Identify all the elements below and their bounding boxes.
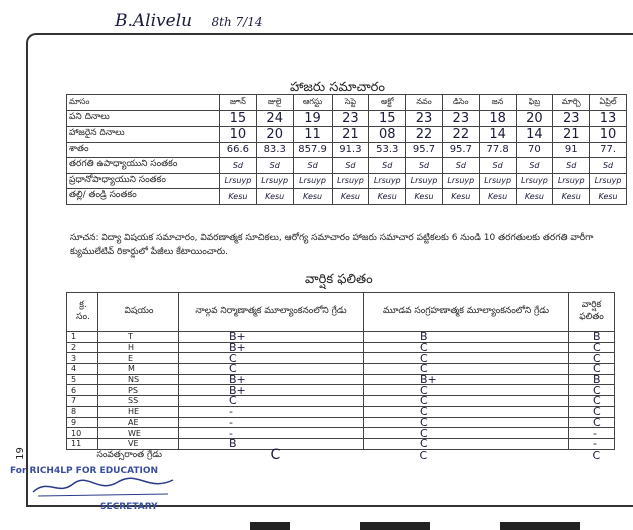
org-stamp: For RICH4LP FOR EDUCATION	[10, 466, 159, 476]
result-sa-grade: C	[364, 353, 569, 364]
result-sno: 3	[67, 353, 98, 364]
result-row	[67, 417, 615, 428]
attendance-cell: Kesu	[220, 189, 257, 205]
result-fa-grade: -	[179, 417, 364, 428]
attendance-cell: 23	[553, 110, 590, 126]
scan-edge-marks	[250, 518, 610, 530]
result-final-grade: C	[569, 342, 615, 353]
result-final-grade: C	[569, 417, 615, 428]
result-fa-grade: C	[179, 364, 364, 375]
overall-grade-row	[67, 449, 615, 462]
month-header: సెప్టె	[332, 95, 369, 111]
month-header: జన	[479, 95, 516, 111]
result-subject: NS	[98, 374, 179, 385]
attendance-cell: 21	[553, 126, 590, 142]
attendance-cell: Sd	[590, 158, 627, 174]
result-subject: VE	[98, 438, 179, 449]
attendance-cell: Lrsuyp	[442, 173, 479, 189]
attendance-cell: Kesu	[293, 189, 332, 205]
attendance-cell: Lrsuyp	[369, 173, 406, 189]
month-header: డిసెం	[442, 95, 479, 111]
attendance-cell: Lrsuyp	[256, 173, 293, 189]
result-final-grade: C	[569, 385, 615, 396]
attendance-cell: Lrsuyp	[516, 173, 553, 189]
attendance-cell: Kesu	[406, 189, 443, 205]
result-fa-grade: B+	[179, 385, 364, 396]
attendance-cell: 15	[220, 110, 257, 126]
month-header: జూన్	[220, 95, 257, 111]
result-subject: E	[98, 353, 179, 364]
result-sno: 6	[67, 385, 98, 396]
attendance-cell: 10	[590, 126, 627, 142]
attendance-cell: Sd	[479, 158, 516, 174]
result-subject: T	[98, 332, 179, 343]
result-sno: 1	[67, 332, 98, 343]
attendance-cell: 15	[369, 110, 406, 126]
attendance-row-label: హాజరైన దినాలు	[67, 126, 220, 142]
attendance-cell: Sd	[442, 158, 479, 174]
month-header: ఫిబ్ర	[516, 95, 553, 111]
result-row	[67, 342, 615, 353]
attendance-cell: 22	[442, 126, 479, 142]
result-sa-grade: B+	[364, 374, 569, 385]
attendance-cell: 23	[442, 110, 479, 126]
attendance-cell: 23	[406, 110, 443, 126]
attendance-cell: 24	[256, 110, 293, 126]
attendance-cell: 20	[256, 126, 293, 142]
result-final-grade: C	[569, 364, 615, 375]
attendance-cell: Sd	[220, 158, 257, 174]
result-final-grade: B	[569, 374, 615, 385]
header-final: వార్షిక ఫలితం	[569, 293, 615, 332]
annual-result-table	[66, 292, 615, 462]
attendance-cell: 23	[332, 110, 369, 126]
attendance-note: సూచన: విద్యా విషయక సమాచారం, వివరణాత్మక సూచికలు, ఆరోగ్య సమాచారం హాజరు సమాచార పట్టికలకు 6 నుండి 10 తరగతులకు తరగతి వారీగా క్యుములేటివ్ రికార్డులో పేజీలు కేటాయించారు.	[70, 233, 594, 257]
attendance-cell: Kesu	[332, 189, 369, 205]
result-subject: PS	[98, 385, 179, 396]
month-header: నవం	[406, 95, 443, 111]
result-final-grade: C	[569, 406, 615, 417]
header-subject: విషయం	[98, 293, 179, 332]
page-number: 19	[14, 447, 26, 460]
result-sno: 2	[67, 342, 98, 353]
secretary-signature	[28, 474, 178, 498]
attendance-cell: Sd	[516, 158, 553, 174]
attendance-row-label: శాతం	[67, 142, 220, 158]
result-final-grade: B	[569, 332, 615, 343]
result-subject: H	[98, 342, 179, 353]
attendance-row-label: ప్రధానోపాధ్యాయుని సంతకం	[67, 173, 220, 189]
result-sno: 4	[67, 364, 98, 375]
result-fa-grade: -	[179, 406, 364, 417]
student-name-handwritten	[115, 11, 262, 31]
result-sno: 11	[67, 438, 98, 449]
result-row	[67, 428, 615, 439]
result-subject: M	[98, 364, 179, 375]
attendance-cell: 08	[369, 126, 406, 142]
overall-final-grade: C	[592, 449, 601, 463]
month-label: మాసం	[67, 95, 220, 111]
attendance-cell: 14	[479, 126, 516, 142]
attendance-cell: Lrsuyp	[479, 173, 516, 189]
header-sa: మూడవ సంగ్రహణాత్మక మూల్యాంకనంలోని గ్రేడు	[364, 293, 569, 332]
attendance-cell: 91.3	[332, 142, 369, 158]
attendance-cell: 19	[293, 110, 332, 126]
attendance-cell: Kesu	[553, 189, 590, 205]
result-fa-grade: B+	[179, 342, 364, 353]
result-final-grade: -	[569, 428, 615, 439]
month-header: మార్చి	[553, 95, 590, 111]
result-sa-grade: C	[364, 342, 569, 353]
header-fa: నాల్గవ నిర్మాణాత్మక మూల్యాంకనంలోని గ్రేడు	[179, 293, 364, 332]
attendance-cell: Lrsuyp	[553, 173, 590, 189]
attendance-cell: Sd	[332, 158, 369, 174]
result-sa-grade: C	[364, 406, 569, 417]
attendance-cell: Sd	[293, 158, 332, 174]
attendance-cell: 21	[332, 126, 369, 142]
result-fa-grade: C	[179, 396, 364, 407]
overall-sa-grade: C	[419, 449, 428, 463]
attendance-cell: 70	[516, 142, 553, 158]
result-row	[67, 364, 615, 375]
overall-fa-grade: C	[270, 447, 281, 464]
result-subject: AE	[98, 417, 179, 428]
attendance-title: హాజరు సమాచారం	[290, 80, 385, 95]
attendance-cell: Kesu	[369, 189, 406, 205]
attendance-cell: Kesu	[516, 189, 553, 205]
result-sa-grade: C	[364, 364, 569, 375]
attendance-cell: 857.9	[293, 142, 332, 158]
attendance-cell: Kesu	[442, 189, 479, 205]
result-sno: 10	[67, 428, 98, 439]
attendance-cell: Kesu	[590, 189, 627, 205]
result-row	[67, 332, 615, 343]
result-row	[67, 396, 615, 407]
result-sa-grade: B	[364, 332, 569, 343]
attendance-cell: 11	[293, 126, 332, 142]
result-final-grade: C	[569, 353, 615, 364]
student-class: 8th 7/14	[211, 15, 263, 29]
attendance-row	[67, 126, 627, 142]
result-fa-grade: B+	[179, 332, 364, 343]
attendance-cell: 53.3	[369, 142, 406, 158]
attendance-cell: 95.7	[406, 142, 443, 158]
month-header: ఆగస్టు	[293, 95, 332, 111]
attendance-table	[66, 94, 627, 205]
result-sno: 7	[67, 396, 98, 407]
month-header: అక్టో	[369, 95, 406, 111]
attendance-cell: Kesu	[479, 189, 516, 205]
secretary-label: SECRETARY	[100, 502, 158, 512]
result-final-grade: C	[569, 396, 615, 407]
result-sa-grade: C	[364, 438, 569, 449]
attendance-cell: 22	[406, 126, 443, 142]
result-fa-grade: B+	[179, 374, 364, 385]
month-header: ఏప్రిల్	[590, 95, 627, 111]
attendance-cell: Kesu	[256, 189, 293, 205]
result-fa-grade: -	[179, 428, 364, 439]
attendance-cell: 66.6	[220, 142, 257, 158]
result-row	[67, 374, 615, 385]
result-sno: 8	[67, 406, 98, 417]
result-sa-grade: C	[364, 385, 569, 396]
attendance-cell: 77.	[590, 142, 627, 158]
month-header: జులై	[256, 95, 293, 111]
attendance-cell: Lrsuyp	[406, 173, 443, 189]
overall-grade-label: సంవత్సరాంత గ్రేడు	[96, 449, 163, 460]
result-header-row	[67, 293, 615, 332]
result-sa-grade: C	[364, 428, 569, 439]
attendance-cell: 91	[553, 142, 590, 158]
result-sa-grade: C	[364, 417, 569, 428]
attendance-cell: Sd	[256, 158, 293, 174]
result-subject: HE	[98, 406, 179, 417]
result-fa-grade: C	[179, 353, 364, 364]
result-subject: WE	[98, 428, 179, 439]
attendance-cell: Sd	[406, 158, 443, 174]
result-final-grade: -	[569, 438, 615, 449]
attendance-cell: 18	[479, 110, 516, 126]
attendance-month-row	[67, 95, 627, 111]
attendance-row-label: తల్లి/ తండ్రి సంతకం	[67, 189, 220, 205]
attendance-cell: Lrsuyp	[590, 173, 627, 189]
result-fa-grade: B	[179, 438, 364, 449]
attendance-row	[67, 142, 627, 158]
attendance-cell: 14	[516, 126, 553, 142]
attendance-cell: Lrsuyp	[293, 173, 332, 189]
attendance-cell: 13	[590, 110, 627, 126]
result-subject: SS	[98, 396, 179, 407]
result-sno: 9	[67, 417, 98, 428]
result-row	[67, 406, 615, 417]
student-name: B.Alivelu	[115, 11, 193, 31]
attendance-cell: Lrsuyp	[332, 173, 369, 189]
result-sa-grade: C	[364, 396, 569, 407]
attendance-cell: 83.3	[256, 142, 293, 158]
result-row	[67, 353, 615, 364]
attendance-cell: Sd	[553, 158, 590, 174]
attendance-row	[67, 189, 627, 205]
attendance-cell: Sd	[369, 158, 406, 174]
attendance-row	[67, 158, 627, 174]
attendance-cell: 95.7	[442, 142, 479, 158]
header-sno: క్ర. సం.	[67, 293, 98, 332]
attendance-cell: 20	[516, 110, 553, 126]
attendance-cell: 77.8	[479, 142, 516, 158]
attendance-row	[67, 110, 627, 126]
annual-result-title: వార్షిక ఫలితం	[305, 272, 373, 287]
attendance-row	[67, 173, 627, 189]
result-sno: 5	[67, 374, 98, 385]
attendance-row-label: తరగతి ఉపాధ్యాయుని సంతకం	[67, 158, 220, 174]
result-row	[67, 385, 615, 396]
attendance-cell: 10	[220, 126, 257, 142]
result-row	[67, 438, 615, 449]
attendance-row-label: పని దినాలు	[67, 110, 220, 126]
attendance-cell: Lrsuyp	[220, 173, 257, 189]
